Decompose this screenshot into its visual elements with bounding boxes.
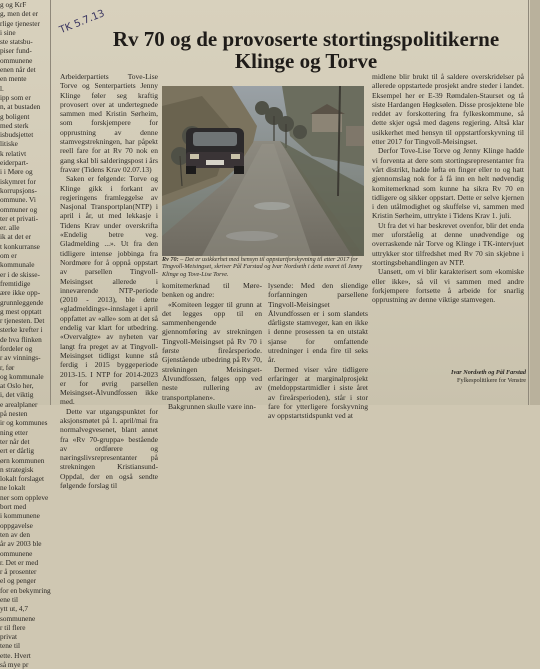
author-role: Fylkespolitikere for Venstre [457, 376, 526, 384]
previous-article-line: eiderpart- [0, 158, 29, 168]
middle-column-1 [162, 281, 262, 411]
previous-article-line: ter når det [0, 436, 30, 446]
previous-article-line: iskymret for [0, 176, 36, 186]
lead-column [60, 72, 158, 491]
body-paragraph: lysende: Med den sliendige forfanningen parsellene Tingvoll-Meisingset Ålvundfossen er i som slandets dårligste stamveger, kan en ikke i denne prosessen ta en utstakt sjanse for omfattende utredninger i enda fire til seks år. [268, 281, 368, 365]
previous-article-line: ik at det er [0, 232, 31, 242]
previous-article-line: n strategisk [0, 464, 34, 474]
right-column [372, 72, 524, 402]
page-edge [530, 0, 540, 405]
previous-article-line: t konkurranse [0, 241, 40, 251]
previous-article-line: el og penger [0, 576, 37, 586]
previous-article-line: n, at bustaden [0, 102, 41, 112]
previous-article-line: privat [0, 632, 18, 642]
previous-article-line: ten av den [0, 529, 30, 539]
handwritten-note: TK 5.7.13 [58, 8, 107, 37]
previous-article-line: kommunale [0, 260, 35, 270]
previous-article-line: l. [0, 83, 4, 93]
previous-article-line: ste statsbu- [0, 37, 33, 47]
author-signature [410, 369, 526, 384]
previous-article-line: bort med [0, 502, 27, 512]
body-paragraph: Ut fra det vi har beskrevet ovenfor, blir det enda mer uforståelig at denne unødvendige og overraskende når Torve og Klinge i TK-intervjuet uttrykker stor tilfredshet med Rv 70 sin skjebne i stortingsbehandlingen av NTP. [372, 220, 524, 267]
previous-article-line: ørn kommunen [0, 455, 45, 465]
previous-article-line: år av 2003 ble [0, 539, 42, 549]
body-paragraph: Uansett, om vi blir karakterisert som «komiske eller ikke», så vil vi sammen med andre forkjempere fortsette å arbeide for snarlig opprustning av denne viktige stamvegen. [372, 267, 524, 305]
previous-article-line: og kommunale [0, 371, 44, 381]
road-photo-image [162, 86, 364, 256]
previous-article-line: i kommunene [0, 511, 40, 521]
article-headline: Rv 70 og de provoserte stortingspolitikerne Klinge og Torve [112, 27, 500, 73]
previous-article-line: ommuner og [0, 204, 38, 214]
previous-article-line: korrupsjons- [0, 185, 37, 195]
previous-article-line: piser fund- [0, 46, 32, 56]
previous-article-line: rlige tjenester [0, 18, 40, 28]
previous-article-line: g mest opptatt [0, 306, 42, 316]
previous-article-line: på nesten [0, 409, 28, 419]
previous-article-line: ene til [0, 595, 19, 604]
body-paragraph: midlene blir brukt til å saldere overskridelser på allerede oppstartede prosjekt andre steder i landet. Eksempel her er E-39 Rømdalen-Staurset og tå siste Hardangen Høgksølen. Disse prosjektene ble reddet av forskottering fra fylkeskommune, så dette skjer også med dagens regjering. Altså klar usikkerhet med hensyn til oppstartforskyvning til etter 2017 for Tingvoll-Meisingset. [372, 72, 524, 147]
previous-article-line: ne lokalt [0, 483, 26, 493]
previous-article-line: er. alle [0, 223, 20, 233]
previous-article-line: g og KrF [0, 0, 27, 9]
previous-article-line: r tjenesten. Det [0, 316, 45, 326]
previous-article-line: ommunene [0, 548, 33, 558]
previous-article-line: ytt ut, 4,7 [0, 604, 28, 614]
previous-article-line: r å prosenter [0, 567, 37, 577]
previous-article-strip [0, 0, 51, 669]
middle-column-2 [268, 281, 368, 421]
previous-article-line: er i de skisse- [0, 269, 40, 279]
previous-article-line: lokalt forslaget [0, 474, 44, 484]
previous-article-line: oppgavelse [0, 520, 33, 530]
previous-article-line: ommune. Vi [0, 195, 36, 205]
previous-article-line: r. Det er med [0, 557, 39, 567]
car [186, 128, 244, 174]
previous-article-line: ipp som er [0, 92, 31, 102]
previous-article-line: ning etter [0, 427, 28, 437]
previous-article-line: ette. Hvert [0, 650, 31, 660]
previous-article-line: tene til [0, 641, 21, 651]
previous-article-line: litiske [0, 139, 18, 149]
previous-article-line: r av vinnings- [0, 353, 41, 363]
previous-article-line: enen når det [0, 65, 36, 75]
previous-article-line: r til flere [0, 622, 26, 632]
previous-article-line: ert er dårlig [0, 446, 35, 456]
previous-article-line: ter et privati- [0, 213, 39, 223]
previous-article-line: en mente [0, 74, 27, 84]
previous-article-line: sterke krefter i [0, 325, 43, 335]
previous-article-line: i i Møre og [0, 167, 33, 177]
caption-text: – Det er usikkerhet med hensyn til oppstartforskyvning til etter 2017 for Tingvoll-Meisingset, skriver Pål Farstad og Ivar Nordseth i dette svaret til Jenny Klinge og Tove-Lise Torve. [162, 256, 363, 278]
previous-article-line: for en bekymring [0, 585, 51, 595]
previous-article-line: om er [0, 251, 17, 261]
previous-article-line: isbudsjettet [0, 130, 34, 140]
previous-article-line: fordeler og [0, 343, 33, 353]
previous-article-line: ære ikke opp- [0, 288, 41, 298]
previous-article-line: med sterk [0, 120, 29, 130]
body-paragraph: komitemerknad til Møre- benken og andre: [162, 281, 262, 300]
road-photo [162, 86, 364, 256]
previous-article-line: e arealplaner [0, 399, 38, 409]
column-rule [50, 0, 51, 405]
previous-article-line: g, men det er [0, 9, 39, 19]
caption-label: Rv 70: [162, 256, 179, 263]
previous-article-line: i sine [0, 27, 16, 37]
lead-paragraph: Dette var utgangspunktet for aksjonsmøtet på 1. april/mai fra normalvegvesenet, blant annet fra «Rv 70-gruppa» bestående av ordførere og næringslivsrepresentanter på strekningen Kristiansund-Oppdal, der en også sendte følgende forslag til [60, 406, 158, 491]
lead-paragraph: Saken er følgende: Torve og Klinge gikk i forkant av regjeringens framleggelse av Nasjonal Transportplan(NTP) i april i år, ut med lekkasje i Tidens Krav under overskrifta «Endelig betre veg. Gladmelding ...». Ut fra den tidligere intense jobbinga fra Nordmøre for å oppnå oppstart av parsellen Tingvoll-Meisingset allerede i inneværende NTP-periode (2010 - 2013), ble dette «gladmeldings»-innslaget i april oppfattet av «alle» som at det så endelig var klart for utbedring. «Overvalgte» av nyheten var langt fra preget av at Tingvoll-Meisingset tidligst kunne stå ferdig i 2015 byggeperiode 2013-15. I NTP for 2014-2023 er for øvrig parsellen Meisingset-Ålvundfossen ikke med. [60, 174, 158, 407]
previous-article-line: grunnleggende [0, 297, 44, 307]
body-paragraph: «Komiteen legger til grunn at det legges opp til en sammenhengende gjennomføring av strekningen Tingvoll-Meisingset på Rv 70 i første fireårsperiode. Gjenstående utbedring på Rv 70, strekningen Meisingset-Ålvundfossen, følges opp ved neste rullering av transportplanen». [162, 299, 262, 402]
body-paragraph: Dermed viser våre tidligere erfaringer at marginalprosjekt (meldoppstartmidler i siste året av fireårsperioden), står i stor fare for ytterligere forskyvning av oppstartstidspunkt ved at [268, 364, 368, 421]
previous-article-line: så mye pr [0, 660, 29, 669]
previous-article-line: k relativt [0, 148, 27, 158]
lead-paragraph: Arbeiderpartiets Tove-Lise Torve og Senterpartiets Jenny Klinge føler seg kraftig provosert over at undertegnede sammen med Kristin Sørheim, som forskjempere for opprustning av denne stamvegstrekningen, har påpekt reell fare for at Rv 70 nok en gang skal bli salderingspost i års fravær (Tidens Krav 02.07.13) [60, 72, 158, 174]
previous-article-line: at Oslo her, [0, 381, 34, 391]
body-paragraph: Derfor Tove-Lise Torve og Jenny Klinge hadde vi forventa at dere som stortingsrepresentanter fra vårt distrikt, hadde løfta en finger eller to og hatt gjennomslag nok for å få inn en helt nødvendig komitemerknad som kunne ha sikra Rv 70 en tidligere og sikker oppstart. Dette er selve kjernen i den utålmodighet og skuffelse vi, sammen med Kristin Sørheim, uttrykte i Tidens Krav 1. juli. [372, 146, 524, 221]
previous-article-line: ir og kommunes [0, 418, 48, 428]
author-names: Ivar Nordseth og Pål Farstad [451, 369, 526, 376]
photo-caption [162, 256, 366, 278]
previous-article-line: g boligent [0, 111, 30, 121]
previous-article-line: i, det viktig [0, 390, 34, 400]
column-rule [528, 0, 529, 405]
body-paragraph: Bakgrunnen skulle være inn- [168, 401, 256, 411]
previous-article-line: ommunene [0, 55, 33, 65]
previous-article-line: ner som oppleve [0, 492, 49, 502]
previous-article-line: de hva flinken [0, 334, 42, 344]
previous-article-line: fremtidige [0, 278, 31, 288]
previous-article-line: r, før [0, 362, 15, 372]
previous-article-line: sommunene [0, 613, 36, 623]
